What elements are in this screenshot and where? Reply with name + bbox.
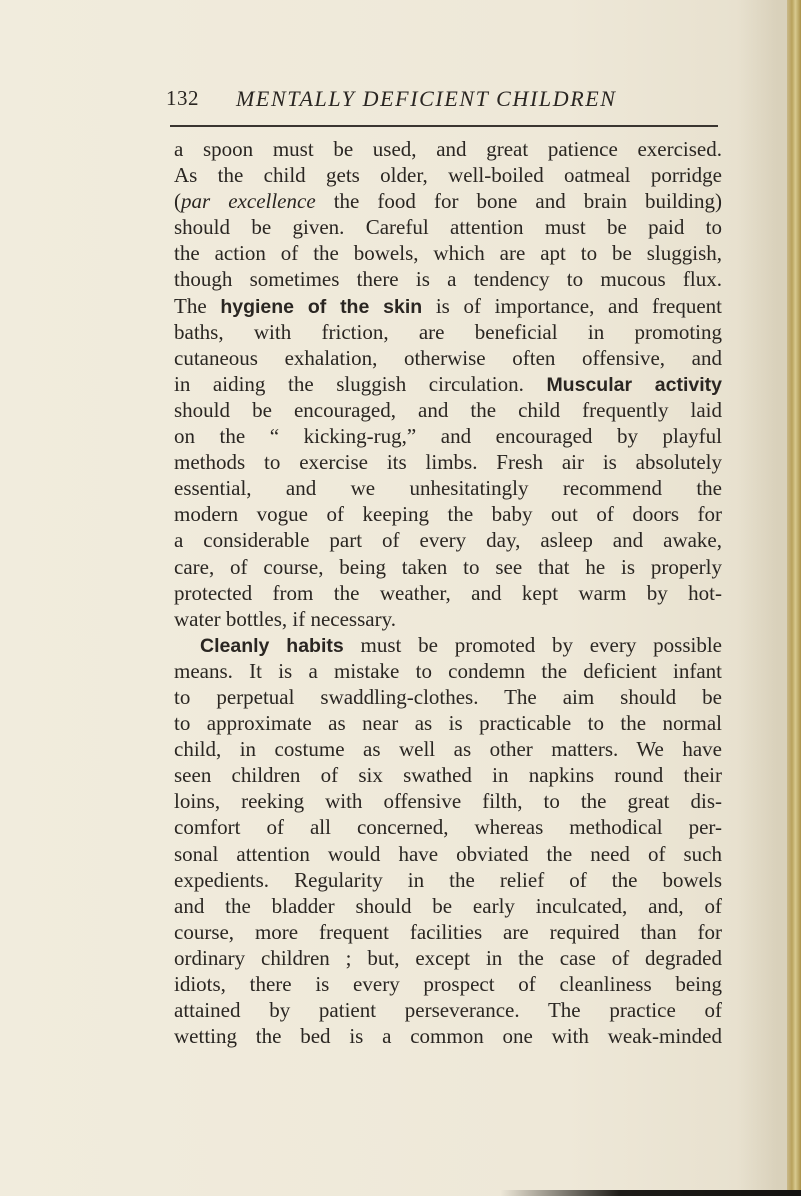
page-number: 132 xyxy=(166,86,199,110)
text-line: means. It is a mistake to condemn the deficient infant xyxy=(174,658,722,683)
text-line: expedients. Regularity in the relief of the bowels xyxy=(174,867,722,892)
text-line: on the “ kicking-rug,” and encouraged by playful xyxy=(174,424,722,449)
text-line: should be given. Careful attention must be paid to xyxy=(174,215,722,240)
text-line: methods to exercise its limbs. Fresh air is absolutely xyxy=(174,450,722,475)
text-line: to perpetual swaddling-clothes. The aim should be xyxy=(174,684,722,709)
header-rule xyxy=(170,125,718,127)
text-line: cutaneous exhalation, otherwise often offensive, and xyxy=(174,345,722,370)
text-line: and the bladder should be early inculcated, and, of xyxy=(174,893,722,918)
text-line: ordinary children ; but, except in the case of degraded xyxy=(174,945,722,970)
body-text xyxy=(174,136,722,1049)
text-line: idiots, there is every prospect of cleanliness being xyxy=(174,972,722,996)
running-title: MENTALLY DEFICIENT CHILDREN xyxy=(236,86,617,111)
text-line: loins, reeking with offensive filth, to the great dis- xyxy=(174,789,722,814)
text-line: baths, with friction, are beneficial in promoting xyxy=(174,319,722,344)
text-line: course, more frequent facilities are required than for xyxy=(174,919,722,944)
text-line: modern vogue of keeping the baby out of doors for xyxy=(174,502,722,527)
text-line: wetting the bed is a common one with weak-minded xyxy=(174,1024,722,1049)
bold-heading-phrase: Cleanly habits xyxy=(200,634,344,657)
text-line: attained by patient perseverance. The practice of xyxy=(174,998,722,1023)
text-line: a spoon must be used, and great patience exercised. xyxy=(174,137,722,161)
text-line: seen children of six swathed in napkins round their xyxy=(174,763,722,788)
text-line: care, of course, being taken to see that he is properly xyxy=(174,554,722,579)
text-line: to approximate as near as is practicable to the normal xyxy=(174,711,722,736)
text-line: The hygiene of the skin is of importance, and frequent xyxy=(174,293,722,318)
text-line: child, in costume as well as other matters. We have xyxy=(174,737,722,762)
text-line: As the child gets older, well-boiled oatmeal porridge xyxy=(174,163,722,188)
text-line: protected from the weather, and kept warm by hot- xyxy=(174,580,722,605)
text-line: (par excellence the food for bone and brain building) xyxy=(174,189,723,214)
page-edge-binding xyxy=(787,0,801,1196)
text-line: Cleanly habits must be promoted by every possible xyxy=(200,632,722,657)
italic-phrase: par excellence xyxy=(181,189,316,214)
page-header xyxy=(166,86,726,120)
bold-heading-phrase: Muscular activity xyxy=(546,373,722,396)
text-line: sonal attention would have obviated the need of such xyxy=(174,841,722,866)
text-line: essential, and we unhesitatingly recommend the xyxy=(174,476,722,501)
text-line: comfort of all concerned, whereas methodical per- xyxy=(174,815,722,840)
text-line: though sometimes there is a tendency to mucous flux. xyxy=(174,267,722,292)
bold-heading-phrase: hygiene of the skin xyxy=(220,295,423,318)
bottom-shadow xyxy=(500,1190,801,1196)
text-line: in aiding the sluggish circulation. Muscular activity xyxy=(174,371,722,396)
text-line: a considerable part of every day, asleep and awake, xyxy=(174,528,722,553)
text-line: the action of the bowels, which are apt to be sluggish, xyxy=(174,241,722,266)
text-line: should be encouraged, and the child frequently laid xyxy=(174,397,722,422)
text-line: water bottles, if necessary. xyxy=(174,606,396,631)
